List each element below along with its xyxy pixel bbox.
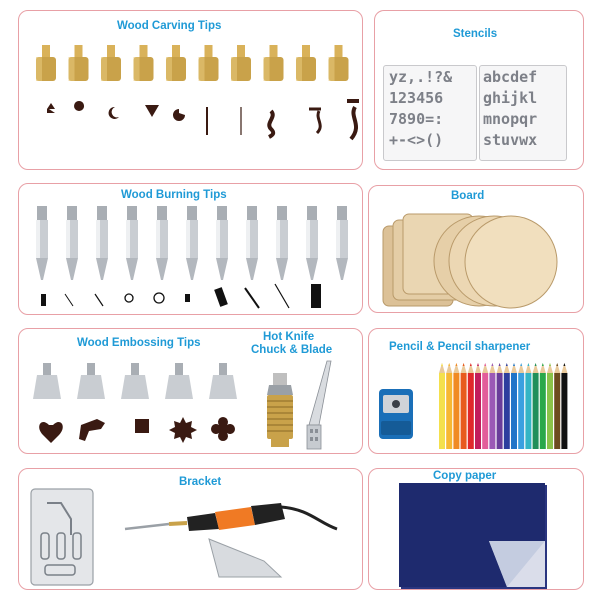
wood-carving-tips-panel	[18, 10, 363, 170]
burning-mark	[214, 287, 228, 307]
emboss-mark-square	[135, 419, 149, 433]
colored-pencil	[446, 363, 452, 449]
wood-board-round-3	[465, 216, 557, 308]
carving-tip-icon	[264, 45, 284, 81]
burning-mark	[41, 294, 46, 306]
colored-pencil	[468, 363, 474, 449]
bracket-graphic	[19, 469, 364, 591]
stencil-left-line-2: 123456	[389, 89, 444, 107]
colored-pencil	[533, 363, 539, 449]
bracket-panel	[18, 468, 363, 590]
carving-tips-graphic	[19, 11, 364, 171]
burning-tip-icon	[66, 206, 78, 280]
carving-tip-icon	[69, 45, 89, 81]
stencil-right-line-4: stuvwx	[483, 131, 538, 149]
stencil-left-line-3: 7890=:	[389, 110, 444, 128]
copy-paper-panel	[368, 468, 584, 590]
burning-mark	[65, 294, 73, 306]
stencil-right-line-1: abcdef	[483, 68, 538, 86]
carving-tip-icon	[166, 45, 186, 81]
burning-tip-icon	[36, 206, 48, 280]
colored-pencil	[554, 363, 560, 449]
burning-mark	[125, 294, 133, 302]
stencil-right-line-3: mnopqr	[483, 110, 538, 128]
soldering-iron-icon	[125, 503, 337, 577]
copy-paper-title: Copy paper	[433, 470, 497, 482]
burning-tip-icon	[276, 206, 288, 280]
carving-tip-icon	[134, 45, 154, 81]
burning-mark	[95, 294, 103, 306]
craft-blade-icon	[307, 361, 331, 449]
colored-pencil	[482, 363, 488, 449]
hot-knife-title-line2: Chuck & Blade	[251, 344, 333, 356]
colored-pencil	[561, 363, 567, 449]
carving-mark	[173, 109, 185, 121]
colored-pencil	[461, 363, 467, 449]
wood-burning-tips-title: Wood Burning Tips	[121, 189, 227, 201]
emboss-mark-heart	[39, 422, 63, 443]
wood-boards-graphic	[369, 186, 585, 314]
embossing-tip-icon	[209, 363, 237, 399]
colored-pencil	[453, 363, 459, 449]
stencil-left-line-4: +-<>()	[389, 131, 444, 149]
pencils-graphic	[369, 329, 585, 455]
emboss-mark-star	[169, 417, 197, 443]
carving-mark	[269, 111, 273, 137]
iron-bracket-icon	[31, 489, 93, 585]
colored-pencil	[547, 363, 553, 449]
carving-tip-icon	[296, 45, 316, 81]
burning-mark	[185, 294, 190, 302]
carving-mark	[74, 101, 84, 111]
burning-mark	[154, 293, 164, 303]
burning-tip-icon	[126, 206, 138, 280]
colored-pencil	[540, 363, 546, 449]
embossing-tip-icon	[121, 363, 149, 399]
stencil-left-line-1: yz,.!?&	[389, 68, 453, 86]
carving-tip-icon	[36, 45, 56, 81]
pencil-sharpener-icon	[379, 389, 413, 439]
carving-mark	[347, 101, 359, 139]
burning-tips-graphic	[19, 184, 364, 316]
hot-knife-title-line1: Hot Knife	[263, 331, 315, 343]
emboss-mark-flower	[211, 417, 235, 441]
burning-tip-icon	[156, 206, 168, 280]
burning-tip-icon	[306, 206, 318, 280]
colored-pencil	[525, 363, 531, 449]
wood-embossing-tips-title: Wood Embossing Tips	[77, 337, 201, 349]
colored-pencil	[489, 363, 495, 449]
stencils-panel	[374, 10, 584, 170]
colored-pencil	[475, 363, 481, 449]
colored-pencil	[439, 363, 445, 449]
carbon-paper-icon	[399, 483, 547, 589]
embossing-tip-icon	[165, 363, 193, 399]
burning-tip-icon	[186, 206, 198, 280]
colored-pencil	[518, 363, 524, 449]
hot-knife-chuck-icon	[267, 373, 293, 447]
carving-mark	[109, 107, 119, 119]
bracket-title: Bracket	[179, 476, 222, 488]
stencil-right-line-2: ghijkl	[483, 89, 538, 107]
wood-carving-tips-title: Wood Carving Tips	[117, 20, 222, 32]
embossing-tip-icon	[33, 363, 61, 399]
carving-tip-icon	[231, 45, 251, 81]
board-title: Board	[451, 190, 485, 202]
pencil-panel	[368, 328, 584, 454]
board-panel	[368, 185, 584, 313]
wood-burning-tips-panel	[18, 183, 363, 315]
colored-pencil	[504, 363, 510, 449]
burning-mark	[311, 284, 321, 308]
burning-tip-icon	[216, 206, 228, 280]
carving-mark	[145, 105, 159, 117]
embossing-tips-graphic	[19, 329, 364, 455]
colored-pencil	[497, 363, 503, 449]
colored-pencil	[511, 363, 517, 449]
carving-tip-icon	[199, 45, 219, 81]
embossing-tip-icon	[77, 363, 105, 399]
burning-mark	[245, 288, 259, 308]
carving-tip-icon	[101, 45, 121, 81]
burning-tip-icon	[336, 206, 348, 280]
burning-tip-icon	[96, 206, 108, 280]
burning-mark	[275, 284, 289, 308]
carving-mark	[309, 109, 321, 133]
burning-tip-icon	[246, 206, 258, 280]
stencils-title: Stencils	[453, 28, 498, 40]
emboss-mark-bird	[79, 419, 105, 441]
carving-tip-icon	[329, 45, 349, 81]
pencil-title: Pencil & Pencil sharpener	[389, 341, 531, 353]
copy-paper-graphic	[369, 469, 585, 591]
wood-embossing-tips-panel	[18, 328, 363, 454]
carving-mark	[47, 103, 55, 113]
